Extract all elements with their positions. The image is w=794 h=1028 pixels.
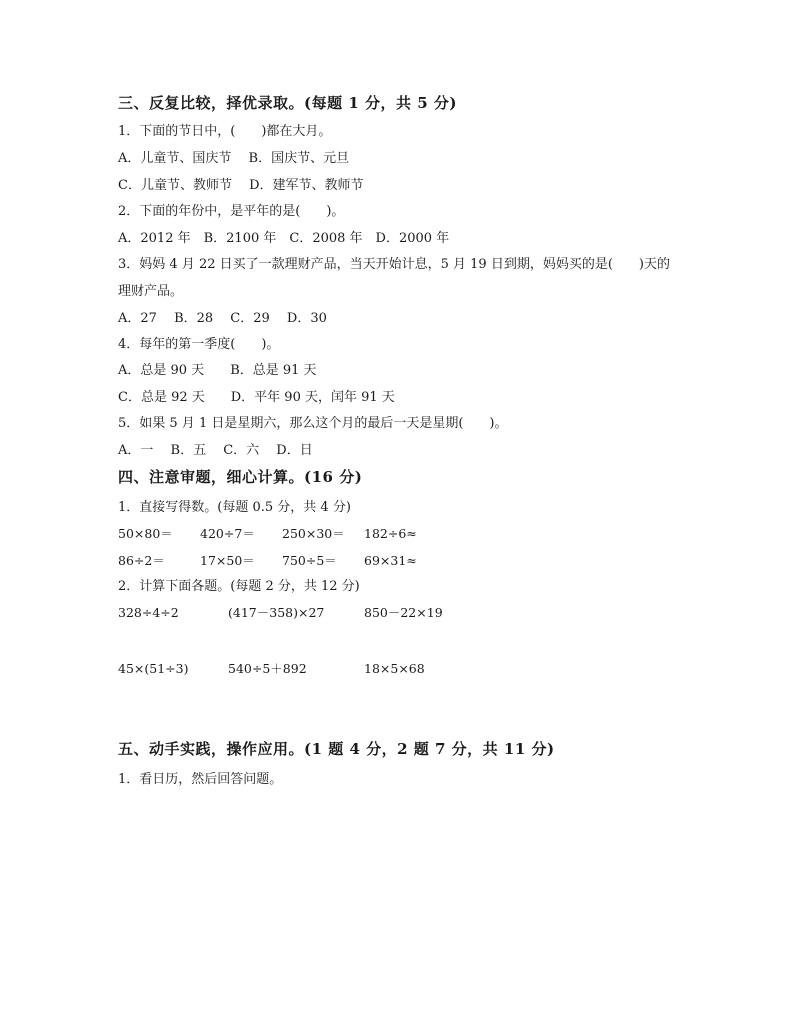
part1-stem: 1．直接写得数。(每题 0.5 分，共 4 分) xyxy=(118,500,351,515)
q3-stem-line1: 3．妈妈 4 月 22 日买了一款理财产品，当天开始计息，5 月 19 日到期，妈妈买的是( )天的 xyxy=(118,257,670,272)
calc-problem: 850－22×19 xyxy=(364,605,443,620)
calc-problem: 18×5×68 xyxy=(364,661,425,676)
calc-problem: 540÷5＋892 xyxy=(228,661,307,676)
q2-stem: 2．下面的年份中，是平年的是( )。 xyxy=(118,204,345,219)
q4-options-row2: C．总是 92 天 D．平年 90 天，闰年 91 天 xyxy=(118,390,395,405)
q3-stem-line2: 理财产品。 xyxy=(118,284,184,299)
calc-problem: (417－358)×27 xyxy=(228,605,325,620)
part2-stem: 2．计算下面各题。(每题 2 分，共 12 分) xyxy=(118,579,360,594)
oral-calc-item: 420÷7＝ xyxy=(200,526,255,541)
q1-stem: 1．下面的节日中，( )都在大月。 xyxy=(118,124,332,139)
oral-calc-item: 250×30＝ xyxy=(282,526,345,541)
section5-heading: 五、动手实践，操作应用。(1 题 4 分，2 题 7 分，共 11 分) xyxy=(118,740,555,758)
calc-problem: 45×(51÷3) xyxy=(118,661,189,676)
oral-calc-item: 69×31≈ xyxy=(364,553,417,568)
oral-calc-item: 17×50＝ xyxy=(200,553,255,568)
section5-q1-stem: 1．看日历，然后回答问题。 xyxy=(118,772,283,787)
calc-problem: 328÷4÷2 xyxy=(118,605,179,620)
q4-options-row1: A．总是 90 天 B．总是 91 天 xyxy=(118,363,317,378)
oral-calc-item: 50×80＝ xyxy=(118,526,173,541)
section3-heading: 三、反复比较，择优录取。(每题 1 分，共 5 分) xyxy=(118,94,457,112)
oral-calc-item: 182÷6≈ xyxy=(364,526,417,541)
oral-calc-item: 86÷2＝ xyxy=(118,553,165,568)
q1-options-row2: C．儿童节、教师节 D．建军节、教师节 xyxy=(118,178,364,193)
oral-calc-item: 750÷5＝ xyxy=(282,553,337,568)
q3-options: A．27 B．28 C．29 D．30 xyxy=(118,311,327,326)
q5-stem: 5．如果 5 月 1 日是星期六，那么这个月的最后一天是星期( )。 xyxy=(118,416,508,431)
q5-options: A．一 B．五 C．六 D．日 xyxy=(118,443,313,458)
q1-options-row1: A．儿童节、国庆节 B．国庆节、元旦 xyxy=(118,151,350,166)
q4-stem: 4．每年的第一季度( )。 xyxy=(118,337,280,352)
q2-options: A．2012 年 B．2100 年 C．2008 年 D．2000 年 xyxy=(118,231,450,246)
section4-heading: 四、注意审题，细心计算。(16 分) xyxy=(118,468,363,486)
